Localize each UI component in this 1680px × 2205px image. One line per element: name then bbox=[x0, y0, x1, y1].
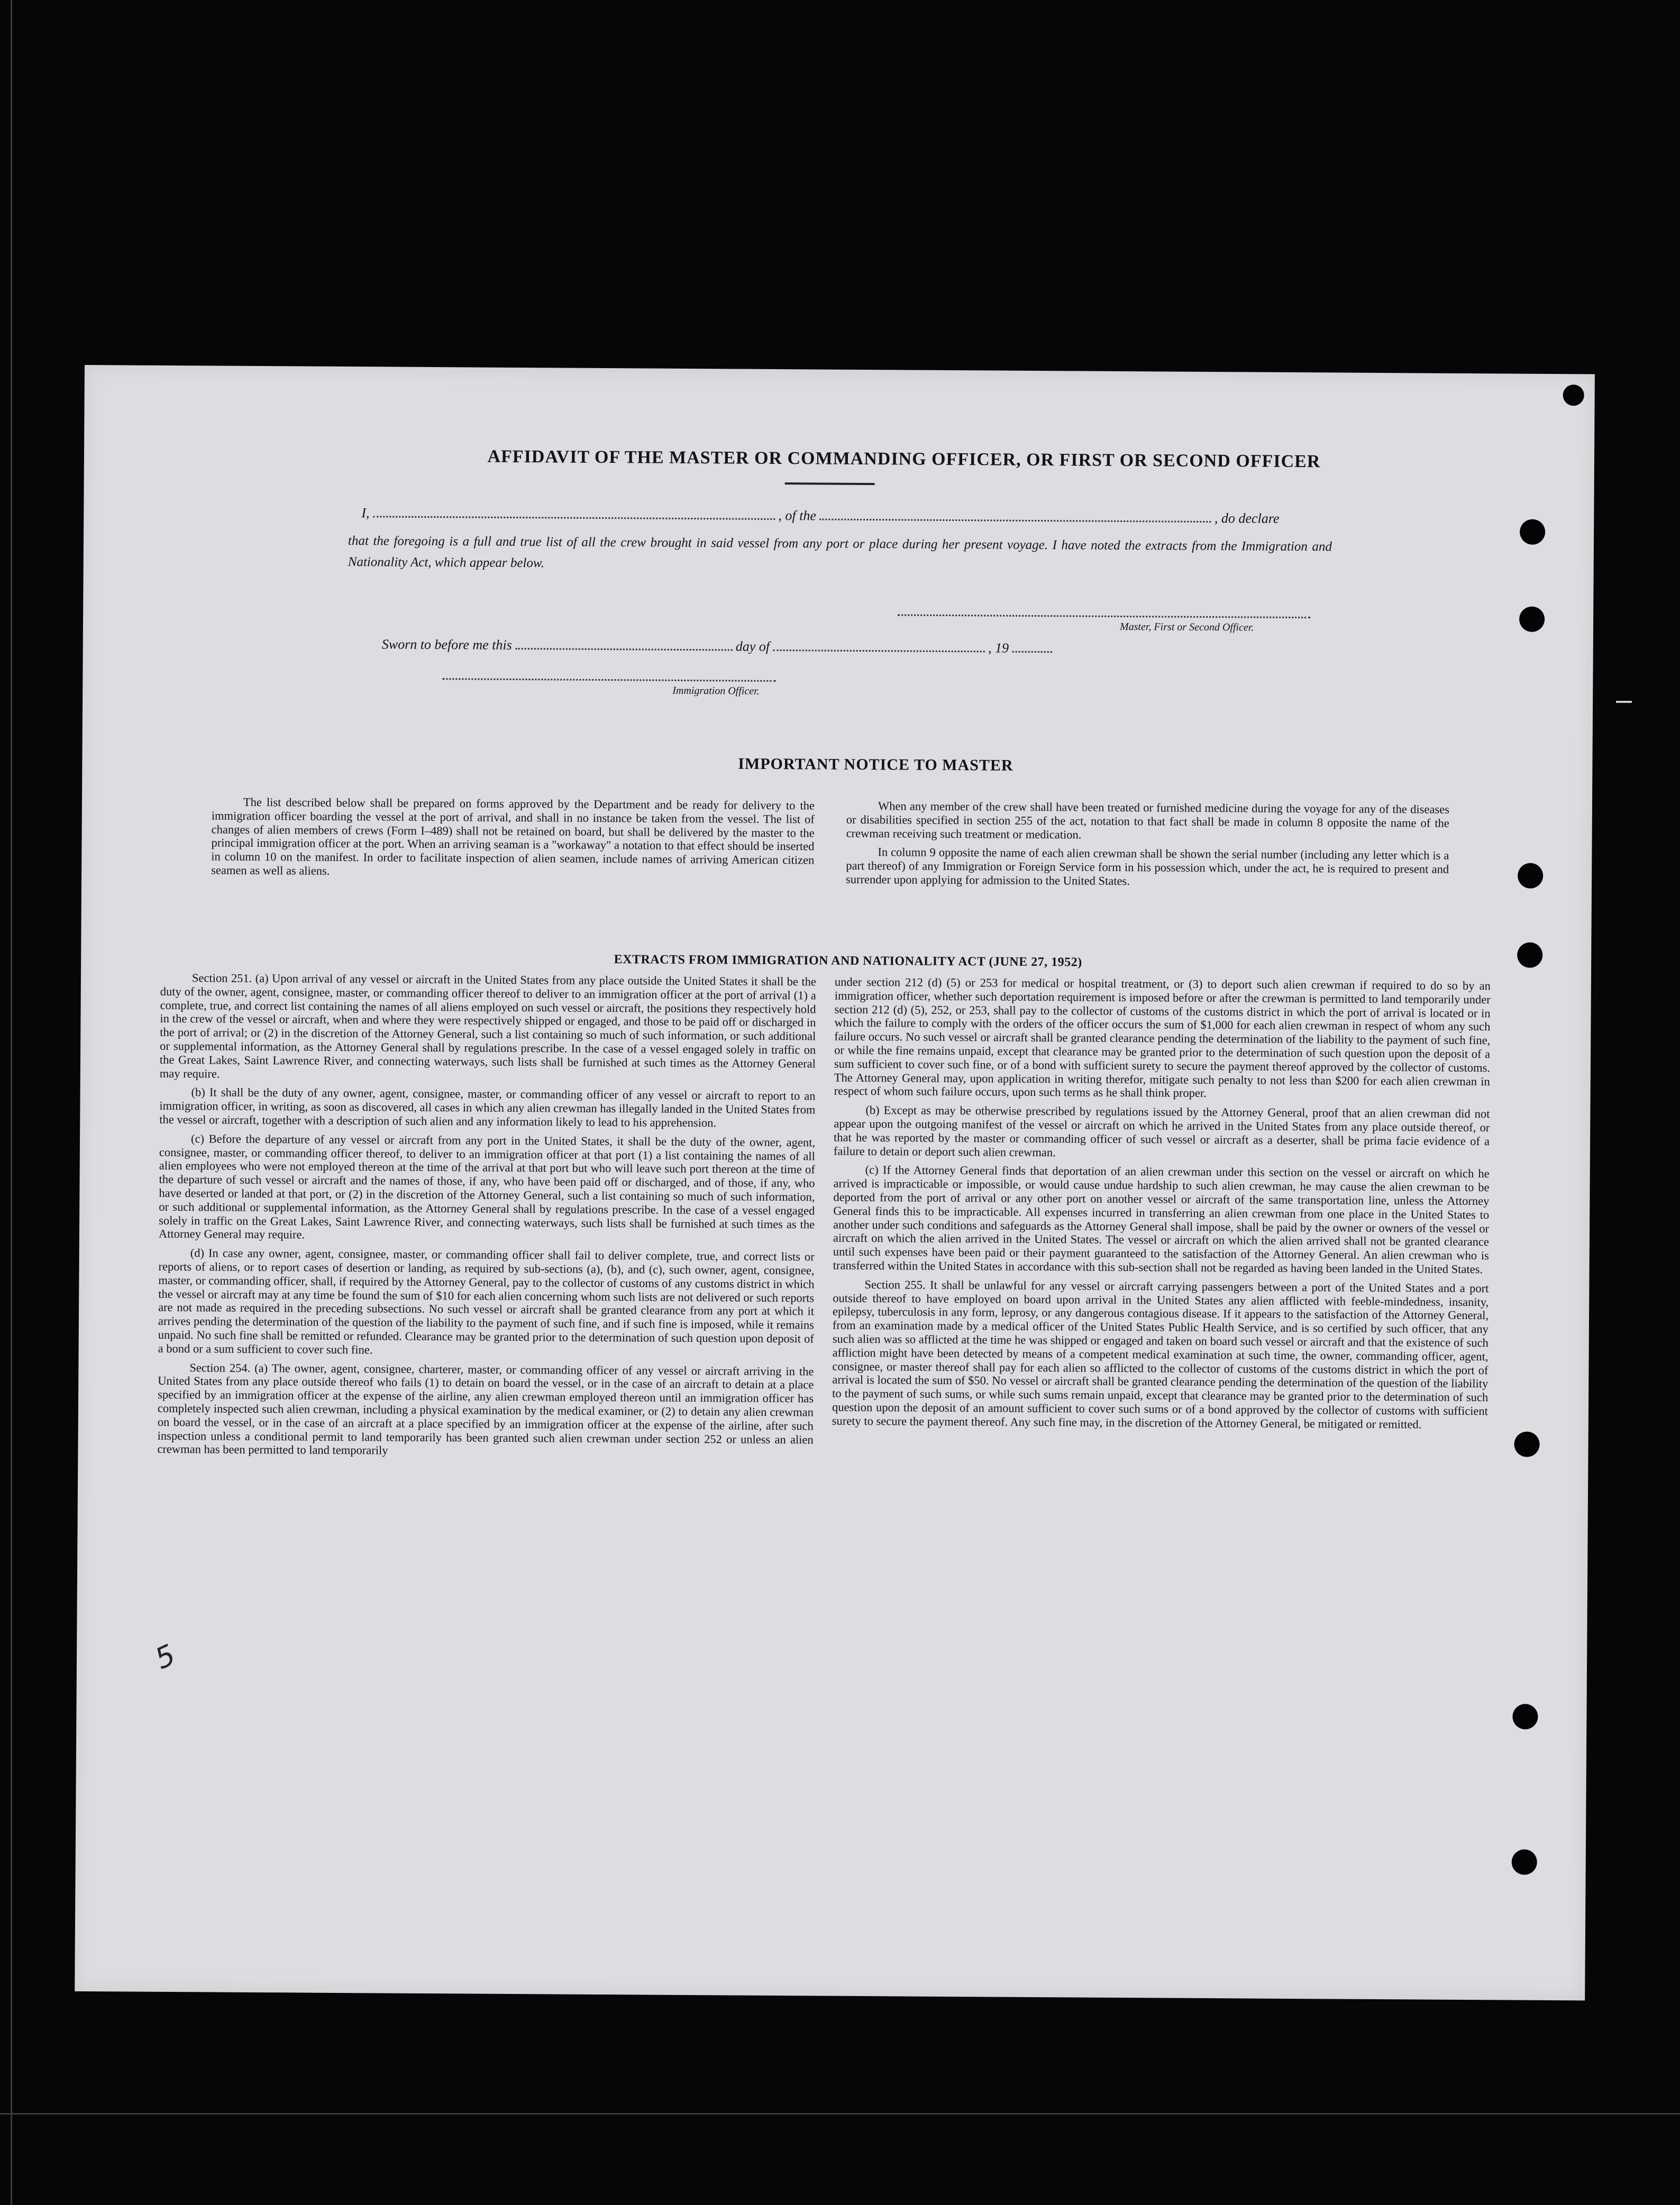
master-signature-line bbox=[898, 614, 1310, 618]
statute-paragraph: under section 212 (d) (5) or 253 for medical or hospital treatment, or (3) to deport such alien crewman if required to do so by an immigration officer, whether such deportation requirement is imposed before or after the crewman is permitted to land temporarily under section 212 (d) (5), 252, or 253, shall pay to the collector of customs of the customs district in which the port of arrival is located or in which the failure to comply with the orders of the officer occurs the sum of $1,000 for each alien crewman in respect of whom any such failure occurs. No such vessel or aircraft shall be granted clearance pending the determination of the liability to the payment of such fine, or while the fine remains unpaid, except that clearance may be granted prior to the determination of such question upon the deposit of a sum sufficient to cover such fine, or of a bond with sufficient surety to secure the payment thereof approved by the collector of customs. The Attorney General may, upon application in writing therefor, mitigate such penalty to not less than $200 for each alien crewman in respect of whom such failure occurs, upon such terms as he shall think proper. bbox=[834, 975, 1491, 1100]
punch-hole bbox=[1514, 1432, 1539, 1457]
declarant-line bbox=[361, 505, 1279, 527]
sworn-line bbox=[382, 636, 1052, 656]
declaration-text: that the foregoing is a full and true list of all the crew brought in said vessel from any port or place during her present voyage. I have noted the extracts from the Immigration and Nationality Act, which appear below. bbox=[348, 534, 1332, 571]
notice-left-column bbox=[211, 795, 815, 881]
of-the-label: , of the bbox=[778, 508, 817, 524]
punch-hole bbox=[1512, 1704, 1538, 1730]
immigration-officer-label: Immigration Officer. bbox=[672, 684, 760, 697]
document-page bbox=[75, 365, 1595, 2000]
notice-title: IMPORTANT NOTICE TO MASTER bbox=[738, 755, 1014, 774]
film-frame-bottom-edge bbox=[0, 2113, 1680, 2115]
i-label: I, bbox=[361, 505, 370, 521]
statute-paragraph: (b) It shall be the duty of any owner, agent, consignee, master, or commanding officer of any vessel or aircraft to report to an immigration officer, in writing, as soon as discovered, all cases in which any alien crewman has illegally landed in the United States from the vessel or aircraft, together with a description of such alien and any information likely to lead to his apprehension. bbox=[159, 1085, 816, 1130]
do-declare-label: , do declare bbox=[1214, 510, 1280, 526]
film-frame-right-tick bbox=[1616, 701, 1632, 703]
punch-hole bbox=[1520, 519, 1545, 545]
handwritten-margin-mark: 5 bbox=[150, 1637, 181, 1676]
master-signature-label: Master, First or Second Officer. bbox=[1119, 620, 1254, 634]
statute-paragraph: (b) Except as may be otherwise prescribed by regulations issued by the Attorney General, proof that an alien crewman did not appear upon the outgoing manifest of the vessel or aircraft on which he arrived in the United States from any place outside thereof, or that he was reported by the master or commanding officer of such vessel or aircraft as a deserter, shall be prima facie evidence of a failure to detain or deport such alien crewman. bbox=[833, 1103, 1490, 1159]
statute-paragraph: (d) In case any owner, agent, consignee, master, or commanding officer shall fail to deliver complete, true, and correct lists or reports of aliens, or to report cases of desertion or landing, as required by sub-sections (a), (b), and (c), such owner, agent, consignee, master, or commanding officer, shall, if required by the Attorney General, pay to the collector of customs of any customs district in which the vessel or aircraft may at any time be found the sum of $10 for each alien concerning whom such lists are not delivered or such reports are not made as required in the preceding subsections. No such vessel or aircraft shall be granted clearance from any port at which it arrives pending the determination of the question of the liability to the payment of such fine, and if such fine is imposed, while it remains unpaid. No such fine shall be remitted or refunded. Clearance may be granted prior to the determination of such question upon deposit of a bond or a sum sufficient to cover such fine. bbox=[158, 1246, 815, 1357]
sworn-year-field bbox=[1012, 649, 1052, 653]
year-label: , 19 bbox=[988, 640, 1009, 656]
notice-paragraph: When any member of the crew shall have been treated or furnished medicine during the voyage for any of the diseases or disabilities specified in section 255 of the act, notation to that fact shall be made in column 8 opposite the name of the crewman receiving such treatment or medication. bbox=[846, 799, 1449, 841]
notice-paragraph: The list described below shall be prepared on forms approved by the Department and be ready for delivery to the immigration officer boarding the vessel at the port of arrival, and shall in no instance be taken from the vessel. The list of changes of alien members of crews (Form I–489) shall not be retained on board, but shall be delivered by the master to the principal immigration officer at the port. When an arriving seaman is a "workaway" a notation to that effect should be inserted in column 10 on the manifest. In order to facilitate inspection of alien seamen, include names of arriving American citizen seamen as well as aliens. bbox=[211, 795, 815, 877]
day-of-label: day of bbox=[735, 638, 770, 654]
sworn-month-field bbox=[773, 647, 985, 652]
sworn-day-field bbox=[515, 646, 732, 651]
title-rule bbox=[785, 482, 875, 485]
notice-right-column bbox=[846, 799, 1449, 890]
notice-paragraph: In column 9 opposite the name of each alien crewman shall be shown the serial number (including any letter which is a part thereof) of any Immigration or Foreign Service form in his possession which, under the act, he is required to present and surrender upon applying for admission to the United States. bbox=[846, 845, 1449, 888]
extracts-left-column bbox=[157, 971, 816, 1460]
vessel-field bbox=[819, 516, 1211, 523]
film-frame-left-edge bbox=[11, 0, 12, 2205]
sworn-label: Sworn to before me this bbox=[381, 636, 512, 653]
punch-hole bbox=[1519, 607, 1545, 632]
punch-hole bbox=[1563, 385, 1584, 406]
punch-hole bbox=[1517, 943, 1542, 968]
punch-hole bbox=[1518, 863, 1543, 889]
statute-paragraph: Section 251. (a) Upon arrival of any vessel or aircraft in the United States from any place outside the United States it shall be the duty of the owner, agent, consignee, master, or commanding officer thereof to deliver to an immigration officer at the port of arrival (1) a complete, true, and correct list containing the names of all aliens employed on such vessel or aircraft, the positions they respectively hold in the crew of the vessel or aircraft, when and where they were respectively shipped or engaged, and those to be paid off or discharged in the port of arrival; or (2) in the discretion of the Attorney General, such a list containing so much of such information, or such additional or supplemental information, as the Attorney General shall by regulations prescribe. In the case of a vessel engaged solely in traffic on the Great Lakes, Saint Lawrence River, and connecting waterways, such lists shall be furnished at such times as the Attorney General may require. bbox=[159, 971, 816, 1081]
immigration-officer-line bbox=[442, 678, 775, 682]
statute-paragraph: (c) If the Attorney General finds that deportation of an alien crewman under this section on the vessel or aircraft on which he arrived is impracticable or impossible, or would cause undue hardship to such alien crewman, he may cause the alien crewman to be deported from the port of arrival or any other port on another vessel or aircraft of the same transportation line, unless the Attorney General finds this to be impracticable. All expenses incurred in transferring an alien crewman from one place in the United States to another under such conditions and safeguards as the Attorney General shall impose, shall be paid by the owner or owners of the vessel or aircraft on which the alien arrived in the United States. The vessel or aircraft on which the alien arrived shall not be granted clearance until such expenses have been paid or their payment guaranteed to the satisfaction of the Attorney General. An alien crewman who is transferred within the United States in accordance with this sub-section shall not be regarded as having been landed in the United States. bbox=[833, 1163, 1490, 1276]
affidavit-title: AFFIDAVIT OF THE MASTER OR COMMANDING OFFICER, OR FIRST OR SECOND OFFICER bbox=[487, 446, 1321, 472]
extracts-title: EXTRACTS FROM IMMIGRATION AND NATIONALITY ACT (JUNE 27, 1952) bbox=[614, 953, 1082, 969]
name-field bbox=[373, 514, 775, 520]
statute-paragraph: Section 254. (a) The owner, agent, consignee, charterer, master, or commanding officer of any vessel or aircraft arriving in the United States from any place outside thereof who fails (1) to detain on board the vessel, or in the case of an aircraft to detain at a place specified by an immigration officer at the expense of the airline, any alien crewman employed thereon until an immigration officer has completely inspected such alien crewman, including a physical examination by the medical examiner, or (2) to detain any alien crewman on board the vessel, or in the case of an aircraft at a place specified by an immigration officer at the expense of the airline, after such inspection unless a conditional permit to land temporarily has been granted such alien crewman under section 252 or unless an alien crewman has been permitted to land temporarily bbox=[157, 1360, 814, 1457]
statute-paragraph: (c) Before the departure of any vessel or aircraft from any port in the United States, it shall be the duty of the owner, agent, consignee, master, or commanding officer thereof, to deliver to an immigration officer at that port (1) a list containing the names of all alien employees who were not employed thereon at the time of the arrival at that port but who will leave such port thereon at the time of the departure of such vessel or aircraft and the names of those, if any, who have been paid off or discharged, and of those, if any, who have deserted or landed at that port, or (2) in the discretion of the Attorney General, such a list containing so much of such information, or such additional or supplemental information, as the Attorney General shall by regulations prescribe. In the case of a vessel engaged solely in traffic on the Great Lakes, Saint Lawrence River, and connecting waterways, such lists shall be furnished at such times as the Attorney General may require. bbox=[158, 1132, 816, 1241]
punch-hole bbox=[1512, 1850, 1537, 1875]
statute-paragraph: Section 255. It shall be unlawful for any vessel or aircraft carrying passengers between a port of the United States and a port outside thereof to have employed on board upon arrival in the United States any alien afflicted with feeble-mindedness, insanity, epilepsy, tuberculosis in any form, leprosy, or any dangerous contagious disease. If it appears to the satisfaction of the Attorney General, from an examination made by a medical officer of the United States Public Health Service, and is so certified by such officer, that any such alien was so afflicted at the time he was shipped or engaged and taken on board such vessel or aircraft and that the existence of such affliction might have been detected by means of a competent medical examination at such time, the owner, commanding officer, agent, consignee, or master thereof shall pay for each alien so afflicted to the collector of customs of the customs district in which the port of arrival is located the sum of $50. No vessel or aircraft shall be granted clearance pending the determination of the question of the liability to the payment of such sums, or while such sums remain unpaid, except that clearance may be granted prior to the determination of such question upon the deposit of an amount sufficient to cover such sums or of a bond approved by the collector of customs with sufficient surety to secure the payment thereof. Any such fine may, in the discretion of the Attorney General, be mitigated or remitted. bbox=[832, 1277, 1489, 1431]
extracts-right-column bbox=[832, 975, 1491, 1432]
